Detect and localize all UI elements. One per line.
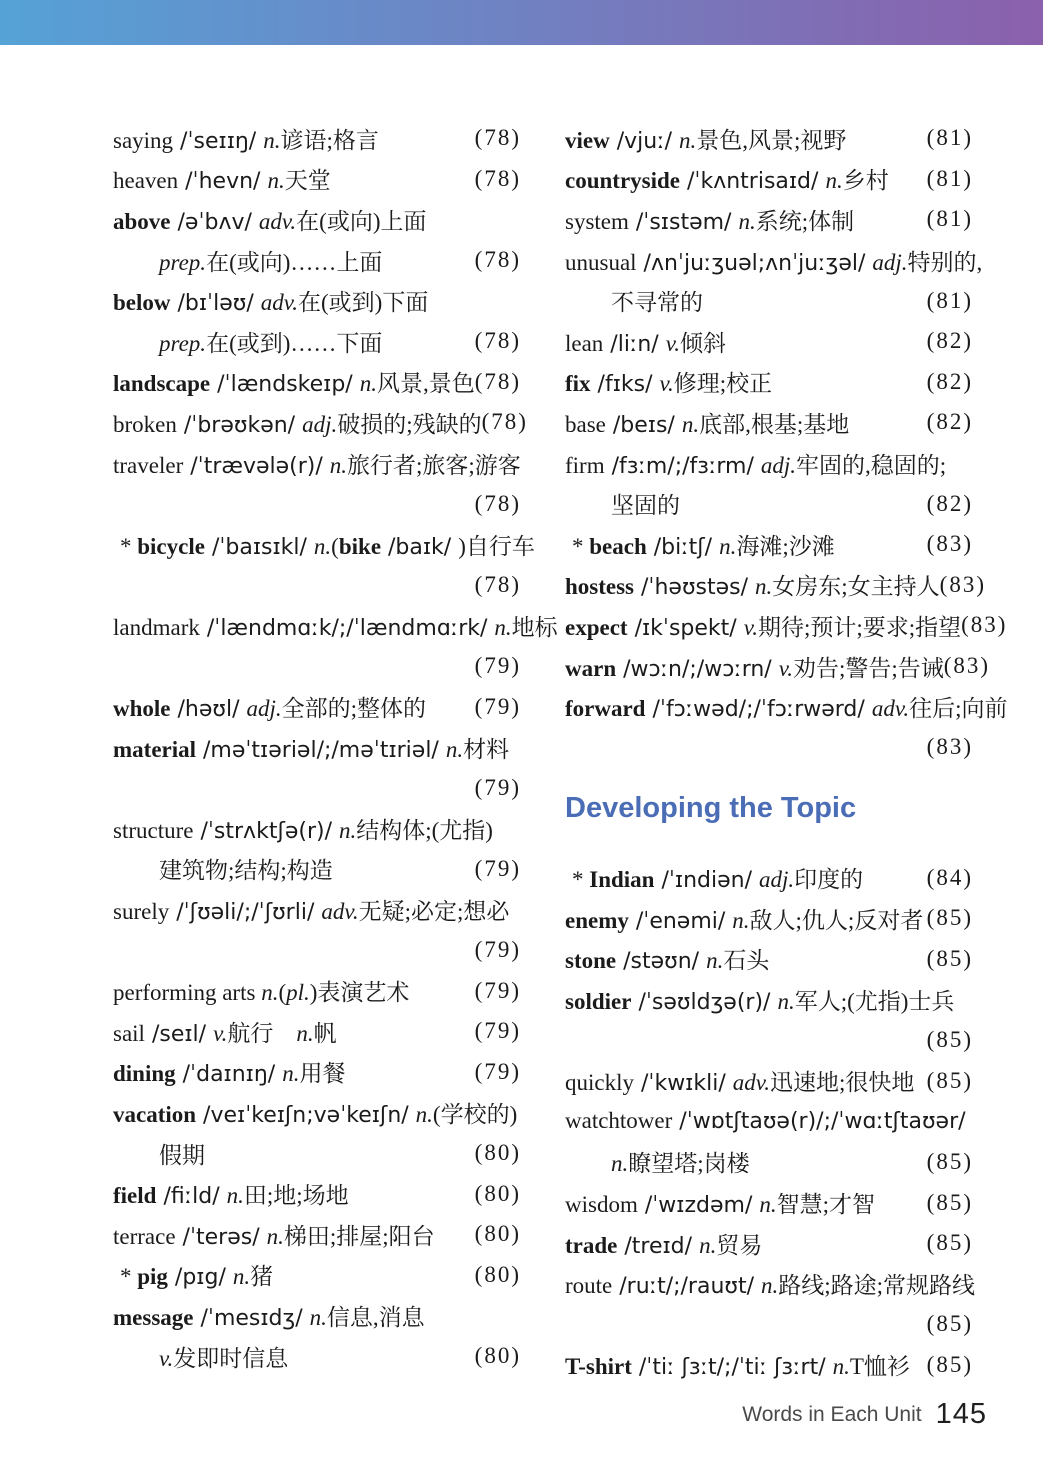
- section-heading: Developing the Topic: [565, 791, 857, 824]
- page-number-line: [565, 1304, 973, 1345]
- page-ref: (79): [474, 693, 521, 719]
- page-ref: (85): [926, 1230, 973, 1256]
- vocab-line: landmark /ˈlændmɑːk/;/ˈlændmɑːrk/ n.地标: [113, 614, 558, 641]
- page-ref: (78): [474, 165, 521, 191]
- footer-label: Words in Each Unit: [742, 1402, 922, 1426]
- page-ref: (78): [474, 247, 521, 273]
- vocab-line: view /vjuː/ n.景色,风景;视野 (81): [565, 125, 973, 154]
- vocab-line: terrace /ˈterəs/ n.梯田;排屋;阳台 (80): [113, 1221, 521, 1250]
- page-ref: (79): [474, 937, 521, 963]
- page-ref: (79): [474, 653, 521, 679]
- page-ref: (82): [926, 368, 973, 394]
- page-ref: (78): [474, 490, 521, 516]
- vocab-line: soldier /ˈsəʊldʒə(r)/ n.军人;(尤指)士兵: [565, 989, 955, 1016]
- page-ref: (78): [474, 571, 521, 597]
- page-ref: (82): [926, 409, 973, 435]
- vocab-line: expect /ɪkˈspekt/ v.期待;预计;要求;指望 (83): [565, 612, 1008, 641]
- vocab-columns: [0, 45, 1043, 1385]
- column-right: [565, 118, 1008, 1385]
- vocab-line: surely /ˈʃʊəli/;/ˈʃʊrli/ adv.无疑;必定;想必: [113, 899, 510, 926]
- page-number-line: [113, 565, 521, 606]
- vocab-line: field /fiːld/ n.田;地;场地 (80): [113, 1180, 521, 1210]
- vocab-line: fix /fɪks/ v.修理;校正 (82): [565, 368, 973, 398]
- vocab-line: dining /ˈdaɪnɪŋ/ n.用餐 (79): [113, 1058, 521, 1088]
- vocab-line: 假期 (80): [159, 1140, 521, 1168]
- page-ref: (85): [926, 1189, 973, 1215]
- vocab-line: T-shirt /ˈtiː ʃɜːt/;/ˈtiː ʃɜːrt/ n.T恤衫 (85): [565, 1351, 973, 1381]
- vocab-line: warn /wɔːn/;/wɔːrn/ v.劝告;警告;告诫 (83): [565, 653, 991, 682]
- page-ref: (85): [926, 905, 973, 931]
- page-ref: (83): [926, 734, 973, 760]
- vocab-line: quickly /ˈkwɪkli/ adv.迅速地;很快地 (85): [565, 1067, 973, 1097]
- page-number-line: [565, 1020, 973, 1061]
- vocab-line: watchtower /ˈwɒtʃtaʊə(r)/;/ˈwɑːtʃtaʊər/: [565, 1108, 966, 1135]
- page-number-line: [113, 646, 521, 687]
- vocab-line: prep.在(或到)……下面 (78): [159, 328, 521, 356]
- page-number-line: [113, 483, 521, 524]
- vocab-line: v.发即时信息 (80): [159, 1343, 521, 1371]
- vocab-line: unusual /ʌnˈjuːʒuəl;ʌnˈjuːʒəl/ adj.特别的,: [565, 249, 983, 276]
- vocab-line: forward /ˈfɔːwəd/;/ˈfɔːrwərd/ adv.往后;向前: [565, 696, 1008, 723]
- vocab-line: lean /liːn/ v.倾斜 (82): [565, 328, 973, 357]
- vocab-line: whole /həʊl/ adj.全部的;整体的 (79): [113, 693, 521, 723]
- vocab-line: * beach /biːtʃ/ n.海滩;沙滩 (83): [572, 531, 973, 560]
- page-ref: (83): [939, 571, 986, 597]
- page-ref: (82): [926, 490, 973, 516]
- page-number-line: [113, 768, 521, 809]
- page-ref: (85): [926, 1067, 973, 1093]
- vocab-line: broken /ˈbrəʊkən/ adj.破损的;残缺的 (78): [113, 409, 528, 438]
- page-ref: (81): [926, 206, 973, 232]
- page-ref: (82): [926, 328, 973, 354]
- vocab-line: * bicycle /ˈbaɪsɪkl/ n.(bike /baɪk/ )自行车: [120, 533, 535, 560]
- page-ref: (78): [474, 125, 521, 151]
- vocab-line: structure /ˈstrʌktʃə(r)/ n.结构体;(尤指): [113, 817, 493, 844]
- page-ref: (79): [474, 977, 521, 1003]
- page-ref: (83): [961, 612, 1008, 638]
- top-gradient-bar: [0, 0, 1043, 45]
- page-ref: (81): [926, 165, 973, 191]
- page-ref: (79): [474, 774, 521, 800]
- page-ref: (78): [474, 328, 521, 354]
- vocab-line: saying /ˈseɪɪŋ/ n.谚语;格言 (78): [113, 125, 521, 154]
- page-ref: (81): [926, 125, 973, 151]
- vocab-line: * Indian /ˈɪndiən/ adj.印度的 (84): [572, 864, 973, 894]
- vocab-line: firm /fɜːm/;/fɜːrm/ adj.牢固的,稳固的;: [565, 452, 947, 479]
- vocab-line: below /bɪˈləʊ/ adv.在(或到)下面: [113, 290, 429, 317]
- page-ref: (85): [926, 1351, 973, 1377]
- column-left: [113, 118, 558, 1385]
- page-ref: (85): [926, 1311, 973, 1337]
- vocab-line: sail /seɪl/ v.航行 n.帆 (79): [113, 1018, 521, 1047]
- page-ref: (79): [474, 855, 521, 881]
- vocab-line: * pig /pɪg/ n.猪 (80): [120, 1261, 521, 1291]
- page-ref: (79): [474, 1058, 521, 1084]
- vocab-line: performing arts n.(pl.)表演艺术 (79): [113, 977, 521, 1006]
- page-ref: (78): [481, 409, 528, 435]
- page-ref: (85): [926, 1027, 973, 1053]
- vocab-line: base /beɪs/ n.底部,根基;基地 (82): [565, 409, 973, 438]
- vocab-line: 建筑物;结构;构造 (79): [159, 855, 521, 884]
- page-number-line: [565, 727, 973, 768]
- vocab-line: prep.在(或向)……上面 (78): [159, 247, 521, 275]
- page-ref: (80): [474, 1180, 521, 1206]
- vocab-line: route /ruːt/;/rauʊt/ n.路线;路途;常规路线: [565, 1273, 976, 1300]
- vocab-line: 不寻常的 (81): [611, 287, 973, 316]
- vocab-line: landscape /ˈlændskeɪp/ n.风景,景色 (78): [113, 368, 522, 398]
- vocab-line: enemy /ˈenəmi/ n.敌人;仇人;反对者 (85): [565, 905, 973, 934]
- vocab-line: stone /stəʊn/ n.石头 (85): [565, 945, 973, 975]
- vocab-line: traveler /ˈtrævələ(r)/ n.旅行者;旅客;游客: [113, 452, 521, 479]
- page-ref: (80): [474, 1221, 521, 1247]
- page-ref: (84): [926, 864, 973, 890]
- page-ref: (78): [474, 368, 522, 394]
- page-ref: (80): [474, 1140, 521, 1166]
- page-ref: (83): [926, 531, 973, 557]
- vocab-line: countryside /ˈkʌntrisaɪd/ n.乡村 (81): [565, 165, 973, 195]
- vocab-line: wisdom /ˈwɪzdəm/ n.智慧;才智 (85): [565, 1189, 973, 1219]
- footer-page-number: 145: [935, 1398, 987, 1430]
- vocab-line: heaven /ˈhevn/ n.天堂 (78): [113, 165, 521, 195]
- page-number-line: [113, 930, 521, 971]
- page-ref: (81): [926, 287, 973, 313]
- vocab-line: system /ˈsɪstəm/ n.系统;体制 (81): [565, 206, 973, 235]
- page-ref: (80): [474, 1343, 521, 1369]
- page-ref: (85): [926, 945, 973, 971]
- page-ref: (85): [926, 1148, 973, 1174]
- vocab-line: n.瞭望塔;岗楼 (85): [611, 1148, 973, 1177]
- page-ref: (83): [943, 653, 991, 679]
- vocab-line: trade /treɪd/ n.贸易 (85): [565, 1230, 973, 1259]
- page-ref: (79): [474, 1018, 521, 1044]
- vocab-line: material /məˈtɪəriəl/;/məˈtɪriəl/ n.材料: [113, 736, 510, 763]
- vocab-line: 坚固的 (82): [611, 490, 973, 519]
- vocab-line: vacation /veɪˈkeɪʃn;vəˈkeɪʃn/ n.(学校的): [113, 1102, 518, 1129]
- vocab-line: above /əˈbʌv/ adv.在(或向)上面: [113, 208, 427, 235]
- page-ref: (80): [474, 1261, 521, 1287]
- footer: [742, 1398, 987, 1431]
- vocab-line: hostess /ˈhəʊstəs/ n.女房东;女主持人 (83): [565, 571, 986, 601]
- vocab-line: message /ˈmesɪdʒ/ n.信息,消息: [113, 1305, 425, 1332]
